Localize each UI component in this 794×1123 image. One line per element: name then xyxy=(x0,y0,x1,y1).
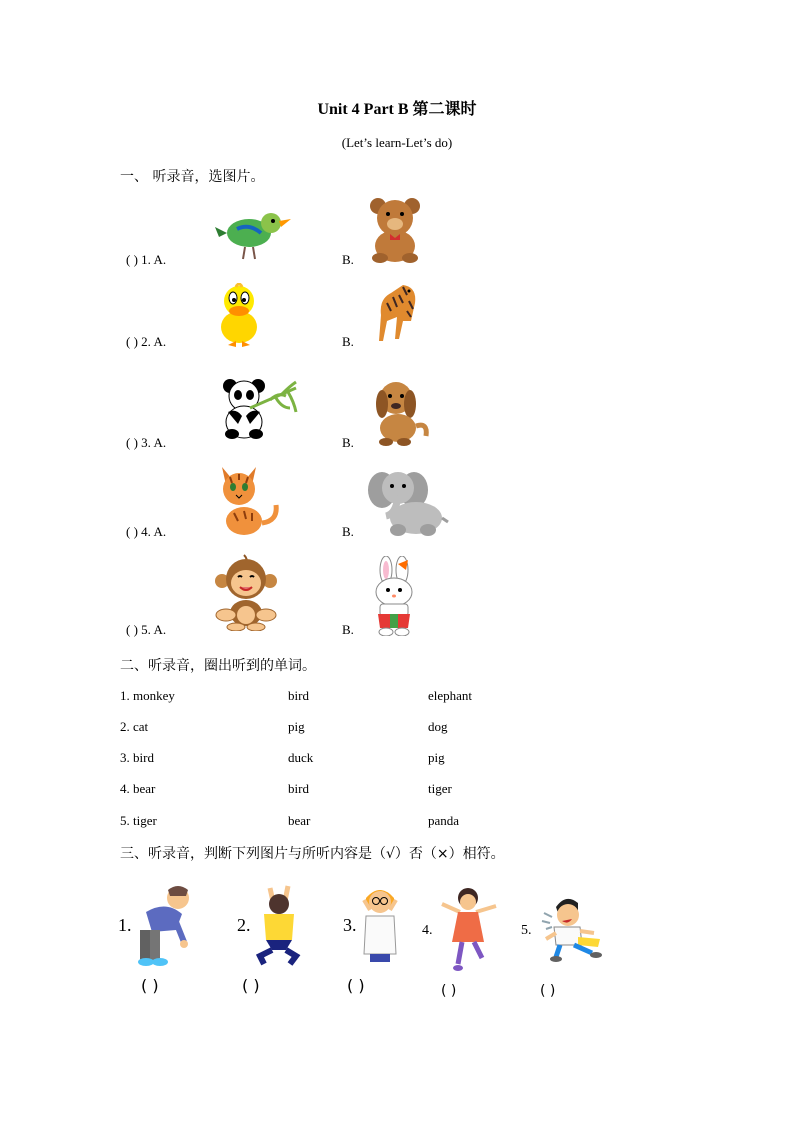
cat-icon xyxy=(216,465,282,539)
boy-running-icon xyxy=(538,893,606,965)
word-cell: dog xyxy=(428,719,448,734)
teddy-bear-icon xyxy=(366,196,424,264)
item-number: 3. xyxy=(343,915,357,935)
word-cell: 3. bird xyxy=(120,750,154,765)
word-cell: bird xyxy=(288,688,309,703)
page-subtitle: (Let’s learn-Let’s do) xyxy=(341,135,453,150)
word-cell: pig xyxy=(428,750,445,765)
question-1-b-label: B. xyxy=(342,252,354,267)
panda-icon xyxy=(220,378,298,440)
word-cell: 1. monkey xyxy=(120,688,175,703)
answer-bracket[interactable]: ( ) xyxy=(242,976,260,995)
question-3-prefix: ( ) 3. A. xyxy=(126,435,167,450)
question-2-b-label: B. xyxy=(342,334,354,349)
girl-dancing-icon xyxy=(438,884,500,976)
item-number: 4. xyxy=(422,923,433,938)
question-1-prefix: ( ) 1. A. xyxy=(126,252,167,267)
tiger-icon xyxy=(373,281,421,345)
answer-bracket[interactable]: ( ) xyxy=(347,976,365,995)
word-cell: 5. tiger xyxy=(120,813,157,828)
word-cell: duck xyxy=(288,750,314,765)
question-4-prefix: ( ) 4. A. xyxy=(126,524,167,539)
girl-hands-on-face-icon xyxy=(360,884,400,966)
word-cell: tiger xyxy=(428,781,452,796)
question-5-prefix: ( ) 5. A. xyxy=(126,622,167,637)
boy-jumping-icon xyxy=(256,884,302,968)
bird-icon xyxy=(213,205,293,263)
word-cell: bird xyxy=(288,781,309,796)
monkey-icon xyxy=(214,553,280,631)
answer-bracket[interactable]: ( ) xyxy=(141,976,159,995)
boy-touching-toes-icon xyxy=(136,882,198,968)
word-cell: bear xyxy=(288,813,311,828)
dog-icon xyxy=(370,378,432,448)
word-cell: pig xyxy=(288,719,305,734)
page-title: Unit 4 Part B 第二课时 xyxy=(317,101,477,118)
answer-bracket[interactable]: ( ) xyxy=(540,983,556,999)
question-5-b-label: B. xyxy=(342,622,354,637)
question-3-b-label: B. xyxy=(342,435,354,450)
section2-heading: 二、听录音，圈出听到的单词。 xyxy=(120,658,316,674)
section3-heading: 三、听录音，判断下列图片与所听内容是（√）否（×）相符。 xyxy=(120,846,505,862)
word-cell: panda xyxy=(428,813,460,828)
item-number: 1. xyxy=(118,915,132,935)
answer-bracket[interactable]: ( ) xyxy=(441,983,457,999)
item-number: 2. xyxy=(237,915,251,935)
section1-heading: 一、 听录音，选图片。 xyxy=(120,169,265,185)
rabbit-icon xyxy=(368,556,420,636)
item-number: 5. xyxy=(521,923,532,938)
duck-icon xyxy=(216,283,262,349)
word-cell: 4. bear xyxy=(120,781,156,796)
question-2-prefix: ( ) 2. A. xyxy=(126,334,167,349)
question-4-b-label: B. xyxy=(342,524,354,539)
word-cell: elephant xyxy=(428,688,473,703)
elephant-icon xyxy=(366,466,450,538)
word-cell: 2. cat xyxy=(120,719,149,734)
